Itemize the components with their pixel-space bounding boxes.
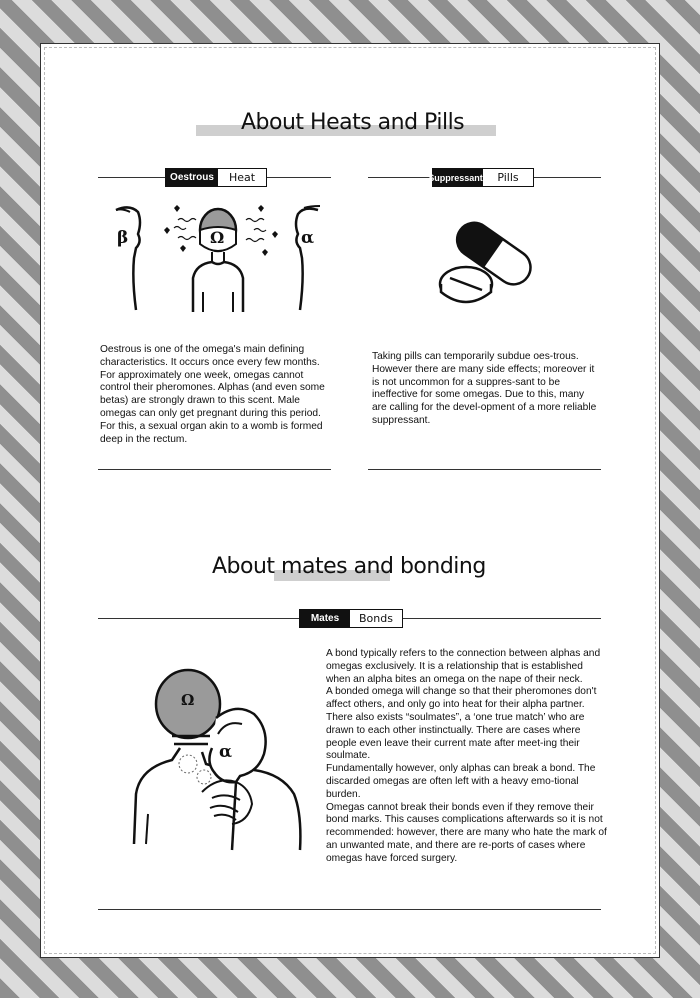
suppressants-description: Taking pills can temporarily subdue oes-trous. However there are many side effects; moreover it is not uncommon for a suppres-sant to be ineffective for some omegas. Due to this, many are calling for the devel-opment of a more reliable suppressant.: [372, 351, 597, 426]
tag-light-label: Heat: [228, 171, 256, 184]
oestrous-illustration: [108, 200, 328, 315]
bonding-description: [326, 648, 610, 866]
tag-dark-label: Mates: [300, 610, 350, 627]
paragraph: Fundamentally however, only alphas can break a bond. The discarded omegas are often left with a heavy emo-tional burden.: [326, 763, 596, 800]
tag-dark-label: Oestrous: [166, 169, 218, 186]
omega-label: Ω: [181, 691, 195, 709]
section-title-heats: About Heats and Pills: [241, 110, 465, 135]
tag-oestrous-heat: [165, 168, 267, 187]
tag-dark-label: Suppressants: [433, 169, 483, 186]
section-title-mates: About mates and bonding: [212, 554, 486, 579]
oestrous-description: Oestrous is one of the omega's main defining characteristics. It occurs once every few months. For approximately one week, omegas cannot control their pheromones. Alphas (and even some betas) are strongly drawn to this scent. Male omegas can only get pregnant during this period. For this, a sexual organ akin to a womb is formed deep in the rectum.: [100, 344, 325, 445]
tag-light-label: Bonds: [359, 612, 393, 625]
alpha-label: α: [301, 228, 315, 248]
omega-label: Ω: [210, 228, 225, 247]
pills-illustration: [438, 208, 538, 308]
divider: [98, 469, 331, 470]
divider: [368, 469, 601, 470]
tag-mates-bonds: [299, 609, 403, 628]
tag-light-label: Pills: [497, 171, 519, 184]
paragraph: A bond typically refers to the connection between alphas and omegas exclusively. It is a relationship that is established when an alpha bites an omega on the nape of their neck.: [326, 648, 601, 685]
beta-label: β: [117, 228, 129, 248]
divider: [98, 909, 601, 910]
tag-suppressants-pills: [428, 168, 534, 187]
alpha-label: α: [219, 742, 233, 762]
paragraph: There also exists “soulmates”, a ‘one true match’ who are drawn to each other instinctually. There are cases where people even leave their current mate after meet-ing their soulmate.: [326, 711, 585, 762]
paragraph: Omegas cannot break their bonds even if they remove their bond marks. This causes complications afterwards so it is not recommended: however, there are many who hate the mark of an unwanted mate, and there are re-ports of cases where omegas have forced surgery.: [326, 801, 607, 864]
paragraph: A bonded omega will change so that their pheromones don't affect others, and only go into heat for their alpha partner.: [326, 686, 597, 711]
